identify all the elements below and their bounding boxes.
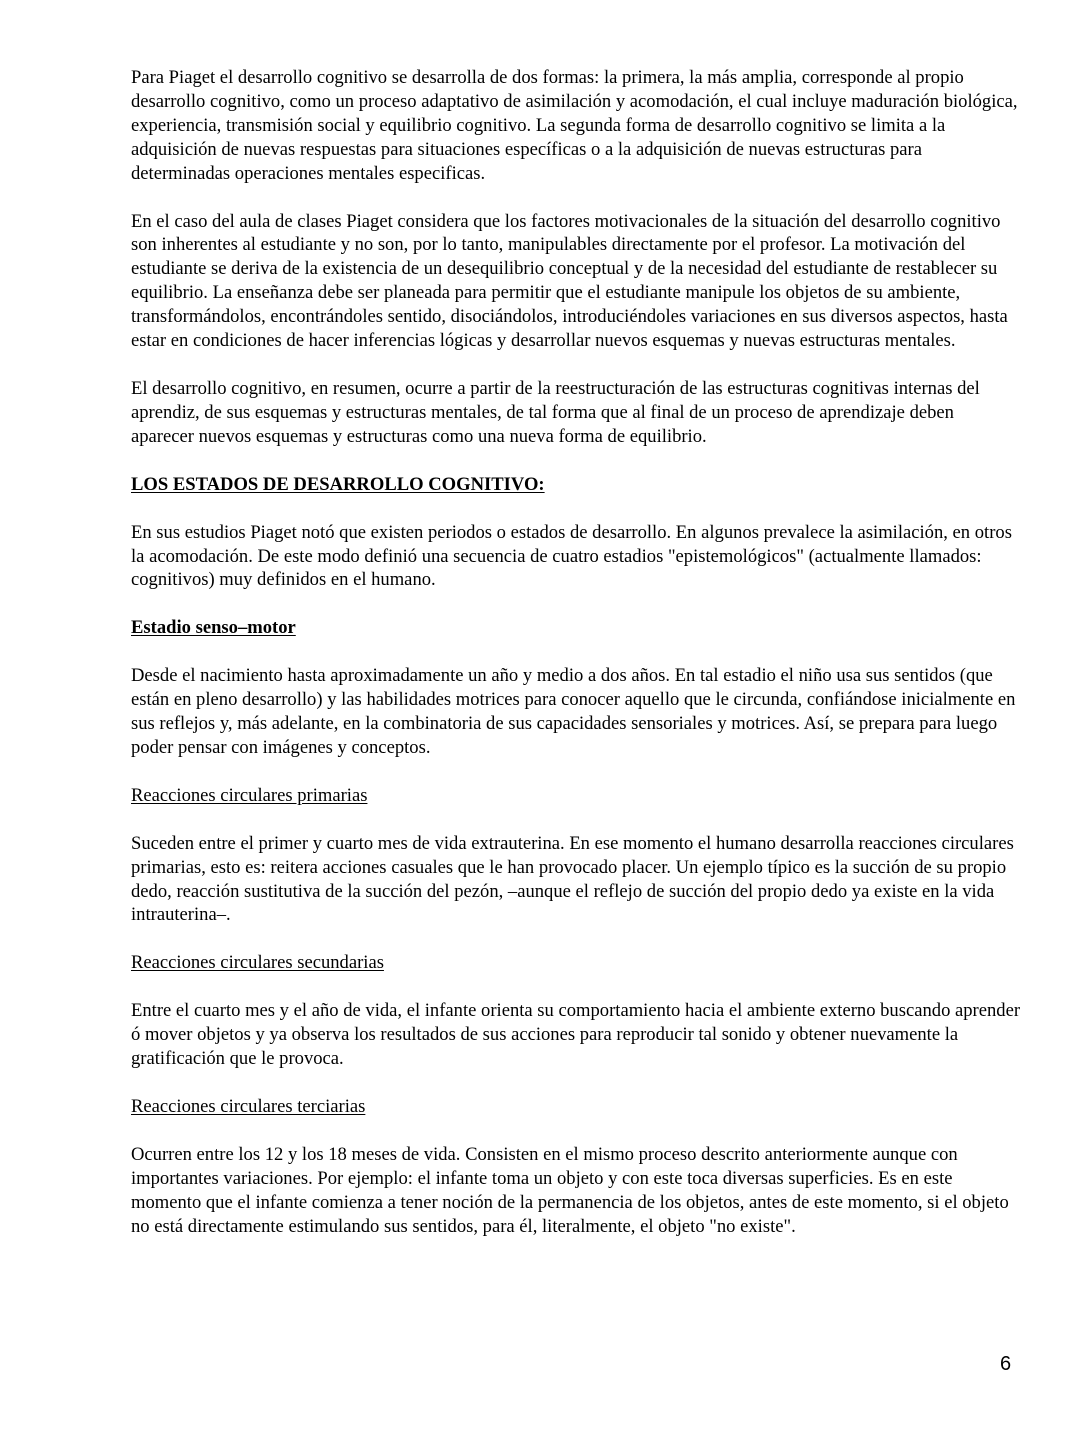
paragraph-sensorimotor: Desde el nacimiento hasta aproximadamente un año y medio a dos años. En tal estadio el niño usa sus sentidos (que están en pleno desarrollo) y las habilidades motrices para conocer aquello que le circunda, confiándose inicialmente en sus reflejos y, más adelante, en la combinatoria de sus capacidades sensoriales y motrices. Así, se prepara para luego poder pensar con imágenes y conceptos. [131,665,1016,758]
section-heading: LOS ESTADOS DE DESARROLLO COGNITIVO: [131,473,545,495]
paragraph-secondary: Entre el cuarto mes y el año de vida, el infante orienta su comportamiento hacia el ambiente externo buscando aprender ó mover objetos y ya observa los resultados de sus acciones para reproducir tal sonido y obtener nuevamente la gratificación que le provoca. [131,1000,1021,1070]
sub-heading-primary: Reacciones circulares primarias [131,784,368,806]
paragraph-tertiary: Ocurren entre los 12 y los 18 meses de vida. Consisten en el mismo proceso descrito anteriormente aunque con importantes variaciones. Por ejemplo: el infante toma un objeto y con este toca diversas superficies. Es en este momento que el infante comienza a tener noción de la permanencia de los objetos, antes de este momento, si el objeto no está directamente estimulando sus sentidos, para él, literalmente, el objeto "no existe". [131,1143,1009,1237]
sub-heading-tertiary: Reacciones circulares terciarias [131,1096,366,1117]
paragraph-intro: Para Piaget el desarrollo cognitivo se desarrolla de dos formas: la primera, la más amplia, corresponde al propio desarrollo cognitivo, como un proceso adaptativo de asimilación y acomodación, el cual incluye maduración biológica, experiencia, transmisión social y equilibrio cognitivo. La segunda forma de desarrollo cognitivo se limita a la adquisición de nuevas respuestas para situaciones específicas o a la adquisición de nuevas estructuras para determinadas operaciones mentales especificas. [131,67,1018,184]
page-number: 6 [1000,1353,1012,1375]
paragraph-summary: El desarrollo cognitivo, en resumen, ocurre a partir de la reestructuración de las estructuras cognitivas internas del aprendiz, de sus esquemas y estructuras mentales, de tal forma que al final de un proceso de aprendizaje deben aparecer nuevos esquemas y estructuras como una nueva forma de equilibrio. [131,377,980,447]
stage-heading: Estadio senso–motor [131,617,296,639]
document-page [131,66,1021,1263]
sub-heading-secondary: Reacciones circulares secundarias [131,952,384,974]
paragraph-stages: En sus estudios Piaget notó que existen periodos o estados de desarrollo. En algunos prevalece la asimilación, en otros la acomodación. De este modo definió una secuencia de cuatro estadios "epistemológicos" (actualmente llamados: cognitivos) muy definidos en el humano. [131,521,1012,591]
paragraph-primary: Suceden entre el primer y cuarto mes de vida extrauterina. En ese momento el humano desarrolla reacciones circulares primarias, esto es: reitera acciones casuales que le han provocado placer. Un ejemplo típico es la succión de su propio dedo, reacción sustitutiva de la succión del pezón, –aunque el reflejo de succión del propio dedo ya existe en la vida intrauterina–. [131,832,1014,926]
paragraph-classroom: En el caso del aula de clases Piaget considera que los factores motivacionales de la situación del desarrollo cognitivo son inherentes al estudiante y no son, por lo tanto, manipulables directamente por el profesor. La motivación del estudiante se deriva de la existencia de un desequilibrio conceptual y de la necesidad del estudiante de restablecer su equilibrio. La enseñanza debe ser planeada para permitir que el estudiante manipule los objetos de su ambiente, transformándolos, encontrándoles sentido, disociándolos, introduciéndoles variaciones en sus diversos aspectos, hasta estar en condiciones de hacer inferencias lógicas y desarrollar nuevos esquemas y nuevas estructuras mentales. [131,210,1008,352]
